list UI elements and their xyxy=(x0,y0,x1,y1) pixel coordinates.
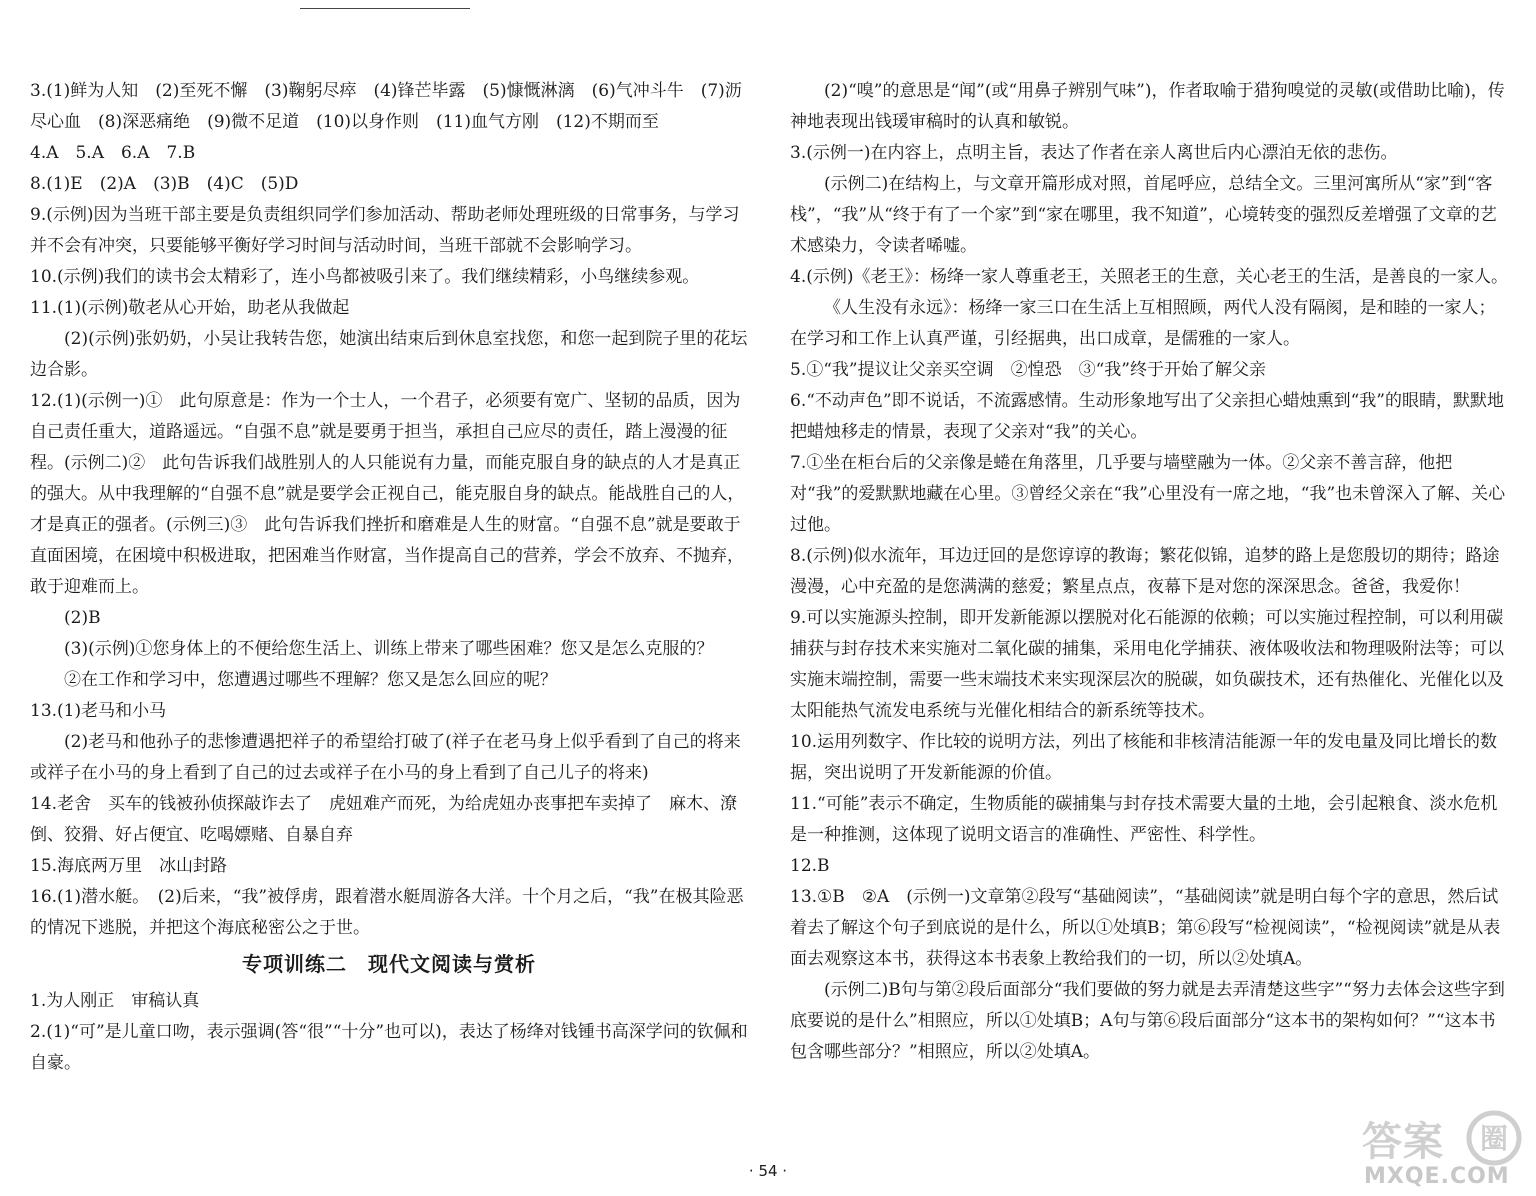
page-number: · 54 · xyxy=(748,1162,788,1180)
section2-answer-2-1: 2.(1)“可”是儿童口吻，表示强调(答“很”“十分”也可以)，表达了杨绛对钱锺书高深学问的钦佩和自豪。 xyxy=(30,1022,748,1073)
section2-answer-4-1: 4.(示例)《老王》：杨绛一家人尊重老王，关照老王的生意，关心老王的生活，是善良的一家人。 xyxy=(790,267,1508,287)
section2-answer-10: 10.运用列数字、作比较的说明方法，列出了核能和非核清洁能源一年的发电量及同比增长的数据，突出说明了开发新能源的价值。 xyxy=(790,732,1498,783)
watermark-brand: 答案 xyxy=(1362,1118,1444,1165)
section2-answer-13-2: (示例二)B句与第②段后面部分“我们要做的努力就是去弄清楚这些字”“努力去体会这些字到底要说的是什么”相照应，所以①处填B；A句与第⑥段后面部分“这本书的架构如何？”“这本书包含哪些部分？”相照应，所以②处填A。 xyxy=(790,980,1505,1062)
answer-12-3: (3)(示例)①您身体上的不便给您生活上、训练上带来了哪些困难？您又是怎么克服的？ xyxy=(64,639,714,659)
answer-9: 9.(示例)因为当班干部主要是负责组织同学们参加活动、帮助老师处理班级的日常事务，与学习并不会有冲突，只要能够平衡好学习时间与活动时间，当班干部就不会影响学习。 xyxy=(30,205,740,256)
section2-answer-6: 6.“不动声色”即不说话，不流露感情。生动形象地写出了父亲担心蜡烛熏到“我”的眼睛，默默地把蜡烛移走的情景，表现了父亲对“我”的关心。 xyxy=(790,391,1504,442)
watermark xyxy=(1362,1108,1532,1192)
answer-13-1: 13.(1)老马和小马 xyxy=(30,701,167,721)
top-edge-mark xyxy=(300,0,470,9)
section2-answer-5: 5.①“我”提议让父亲买空调 ②惶恐 ③“我”终于开始了解父亲 xyxy=(790,360,1266,380)
section2-answer-9: 9.可以实施源头控制，即开发新能源以摆脱对化石能源的依赖；可以实施过程控制，可以利用碳捕获与封存技术来实施对二氧化碳的捕集，采用电化学捕获、液体吸收法和物理吸附法等；可以实施末端控制，需要一些末端技术来实现深层次的脱碳，如负碳技术，还有热催化、光催化以及太阳能热气流发电系统与光催化相结合的新系统等技术。 xyxy=(790,608,1504,721)
section2-answer-3-1: 3.(示例一)在内容上，点明主旨，表达了作者在亲人离世后内心漂泊无依的悲伤。 xyxy=(790,143,1398,163)
watermark-logo-icon xyxy=(1466,1110,1522,1166)
answer-10: 10.(示例)我们的读书会太精彩了，连小鸟都被吸引来了。我们继续精彩，小鸟继续参观。 xyxy=(30,267,700,287)
left-column xyxy=(30,76,748,1079)
section2-answer-11: 11.“可能”表示不确定，生物质能的碳捕集与封存技术需要大量的土地，会引起粮食、淡水危机是一种推测，这体现了说明文语言的准确性、严密性、科学性。 xyxy=(790,794,1498,845)
right-column xyxy=(790,76,1512,1068)
section2-answer-8: 8.(示例)似水流年，耳边迂回的是您谆谆的教诲；繁花似锦，追梦的路上是您殷切的期待；路途漫漫，心中充盈的是您满满的慈爱；繁星点点，夜幕下是对您的深深思念。爸爸，我爱你！ xyxy=(790,546,1500,597)
section2-answer-4-2: 《人生没有永远》：杨绛一家三口在生活上互相照顾，两代人没有隔阂，是和睦的一家人；在学习和工作上认真严谨，引经据典，出口成章，是儒雅的一家人。 xyxy=(790,298,1496,349)
answer-3: 3.(1)鲜为人知 (2)至死不懈 (3)鞠躬尽瘁 (4)锋芒毕露 (5)慷慨淋漓 (6)气冲斗牛 (7)沥尽心血 (8)深恶痛绝 (9)微不足道 (10)以身作则 (11)血气方刚 (12)不期而至 xyxy=(30,81,742,132)
section2-answer-13-1: 13.①B ②A (示例一)文章第②段写“基础阅读”，“基础阅读”就是明白每个字的意思，然后试着去了解这个句子到底说的是什么，所以①处填B；第⑥段写“检视阅读”，“检视阅读”就是从表面去观察这本书，获得这本书表象上教给我们的一切，所以②处填A。 xyxy=(790,887,1501,969)
section2-answer-12: 12.B xyxy=(790,856,830,876)
answer-16: 16.(1)潜水艇。 (2)后来，“我”被俘虏，跟着潜水艇周游各大洋。十个月之后，“我”在极其险恶的情况下逃脱，并把这个海底秘密公之于世。 xyxy=(30,887,744,938)
section2-answer-7: 7.①坐在柜台后的父亲像是蜷在角落里，几乎要与墙壁融为一体。②父亲不善言辞，他把对“我”的爱默默地藏在心里。③曾经父亲在“我”心里没有一席之地，“我”也未曾深入了解、关心过他。 xyxy=(790,453,1506,535)
answer-14: 14.老舍 买车的钱被孙侦探敲诈去了 虎妞难产而死，为给虎妞办丧事把车卖掉了 麻木、潦倒、狡猾、好占便宜、吃喝嫖赌、自暴自弃 xyxy=(30,794,738,845)
section-heading: 专项训练二 现代文阅读与赏析 xyxy=(242,952,536,976)
answer-8: 8.(1)E (2)A (3)B (4)C (5)D xyxy=(30,174,299,194)
watermark-url: MXQE.COM xyxy=(1364,1164,1510,1189)
answer-4-7: 4.A 5.A 6.A 7.B xyxy=(30,143,196,163)
answer-13-2: (2)老马和他孙子的悲惨遭遇把祥子的希望给打破了(祥子在老马身上似乎看到了自己的将来或祥子在小马的身上看到了自己的过去或祥子在小马的身上看到了自己儿子的将来) xyxy=(30,732,741,783)
answer-11-1: 11.(1)(示例)敬老从心开始，助老从我做起 xyxy=(30,298,350,318)
section2-answer-2-2: (2)“嗅”的意思是“闻”(或“用鼻子辨别气味”)，作者取喻于猎狗嗅觉的灵敏(或借助比喻)，传神地表现出钱瑗审稿时的认真和敏锐。 xyxy=(790,81,1505,132)
answer-15: 15.海底两万里 冰山封路 xyxy=(30,856,228,876)
answer-11-2: (2)(示例)张奶奶，小吴让我转告您，她演出结束后到休息室找您，和您一起到院子里的花坛边合影。 xyxy=(30,329,748,380)
answer-12-2: (2)B xyxy=(64,608,101,628)
section2-answer-1: 1.为人刚正 审稿认真 xyxy=(30,991,200,1011)
answer-12-3b: ②在工作和学习中，您遭遇过哪些不理解？您又是怎么回应的呢？ xyxy=(64,670,557,690)
section2-answer-3-2: (示例二)在结构上，与文章开篇形成对照，首尾呼应，总结全文。三里河寓所从“家”到“客栈”，“我”从“终于有了一个家”到“家在哪里，我不知道”，心境转变的强烈反差增强了文章的艺术感染力，令读者唏嘘。 xyxy=(790,174,1497,256)
watermark-logo-char: 圈 xyxy=(1479,1122,1509,1155)
answer-12-1: 12.(1)(示例一)① 此句原意是：作为一个士人，一个君子，必须要有宽广、坚韧的品质，因为自己责任重大，道路遥远。“自强不息”就是要勇于担当，承担自己应尽的责任，踏上漫漫的征程。(示例二)② 此句告诉我们战胜别人的人只能说有力量，而能克服自身的缺点的人才是真正的强大。从中我理解的“自强不息”就是要学会正视自己，能克服自身的缺点。能战胜自己的人，才是真正的强者。(示例三)③ 此句告诉我们挫折和磨难是人生的财富。“自强不息”就是要敢于直面困境，在困境中积极进取，把困难当作财富，当作提高自己的营养，学会不放弃、不抛弃，敢于迎难而上。 xyxy=(30,391,745,597)
